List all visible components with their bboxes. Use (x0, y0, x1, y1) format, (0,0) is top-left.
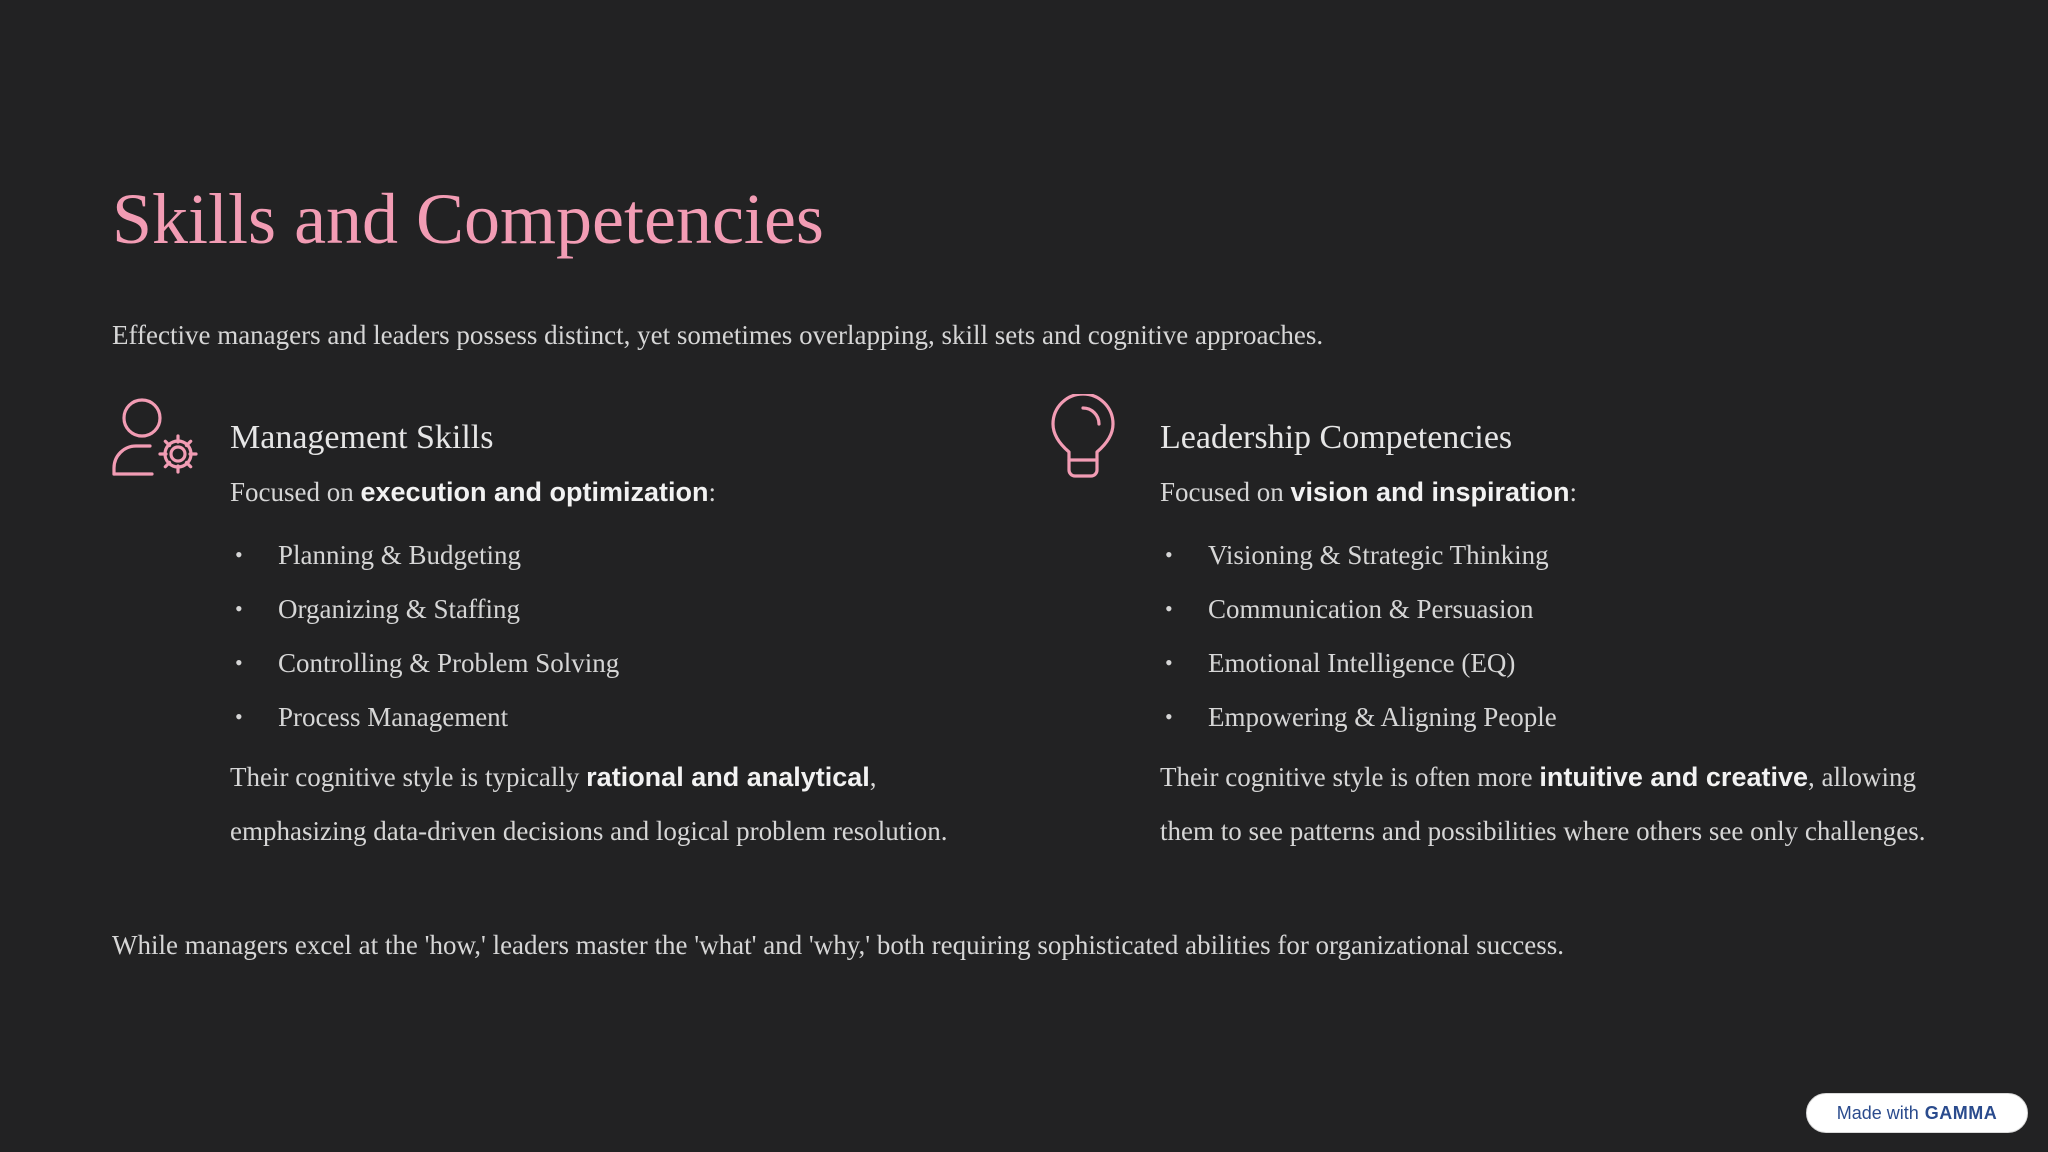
focus-suffix: : (1569, 476, 1578, 507)
management-cognitive-style (230, 750, 1010, 858)
lightbulb-icon (1050, 394, 1116, 489)
style-suffix: , emphasizing data-driven decisions and logical problem resolution. (230, 761, 948, 846)
list-item-text: Emotional Intelligence (EQ) (1208, 647, 1516, 678)
intro-text: Effective managers and leaders possess distinct, yet sometimes overlapping, skill sets and cognitive approaches. (112, 320, 1324, 350)
made-with-gamma-badge[interactable] (1806, 1093, 2028, 1133)
leadership-competencies-heading: Leadership Competencies (1160, 419, 1513, 456)
list-item-text: Empowering & Aligning People (1208, 701, 1557, 732)
bullet-icon: • (1165, 541, 1173, 567)
list-item (1160, 528, 1980, 582)
style-emphasis: intuitive and creative (1539, 761, 1808, 792)
focus-prefix: Focused on (230, 476, 361, 507)
bullet-icon: • (1165, 703, 1173, 729)
list-item (1160, 636, 1980, 690)
list-item (230, 582, 1050, 636)
leadership-focus (1160, 475, 1980, 510)
list-item (1160, 582, 1980, 636)
focus-prefix: Focused on (1160, 476, 1291, 507)
list-item-text: Organizing & Staffing (278, 593, 520, 624)
list-item-text: Process Management (278, 701, 509, 732)
focus-suffix: : (708, 476, 717, 507)
list-item-text: Controlling & Problem Solving (278, 647, 620, 678)
page-title: Skills and Competencies (112, 179, 824, 259)
bullet-icon: • (235, 649, 243, 675)
leadership-competencies-list (1160, 528, 1980, 744)
list-item-text: Visioning & Strategic Thinking (1208, 539, 1549, 570)
user-gear-icon (112, 396, 202, 485)
management-skills-list (230, 528, 1050, 744)
management-focus (230, 475, 1050, 510)
bullet-icon: • (235, 541, 243, 567)
style-prefix: Their cognitive style is typically (230, 761, 587, 792)
bullet-icon: • (1165, 649, 1173, 675)
gamma-logo: GAMMA (1924, 1102, 1998, 1123)
list-item (230, 528, 1050, 582)
leadership-cognitive-style (1160, 750, 1950, 858)
focus-emphasis: execution and optimization (360, 476, 709, 507)
focus-emphasis: vision and inspiration (1290, 476, 1570, 507)
bullet-icon: • (235, 703, 243, 729)
style-emphasis: rational and analytical (586, 761, 870, 792)
style-prefix: Their cognitive style is often more (1160, 761, 1540, 792)
list-item (1160, 690, 1980, 744)
style-suffix: , allowing them to see patterns and possibilities where others see only challenges. (1160, 761, 1926, 846)
list-item-text: Communication & Persuasion (1208, 593, 1534, 624)
management-skills-heading: Management Skills (230, 419, 494, 456)
list-item-text: Planning & Budgeting (278, 539, 521, 570)
bullet-icon: • (1165, 595, 1173, 621)
list-item (230, 636, 1050, 690)
list-item (230, 690, 1050, 744)
bullet-icon: • (235, 595, 243, 621)
badge-prefix: Made with (1836, 1102, 1919, 1123)
summary-text: While managers excel at the 'how,' leaders master the 'what' and 'why,' both requiring sophisticated abilities for organizational success. (112, 930, 1564, 960)
